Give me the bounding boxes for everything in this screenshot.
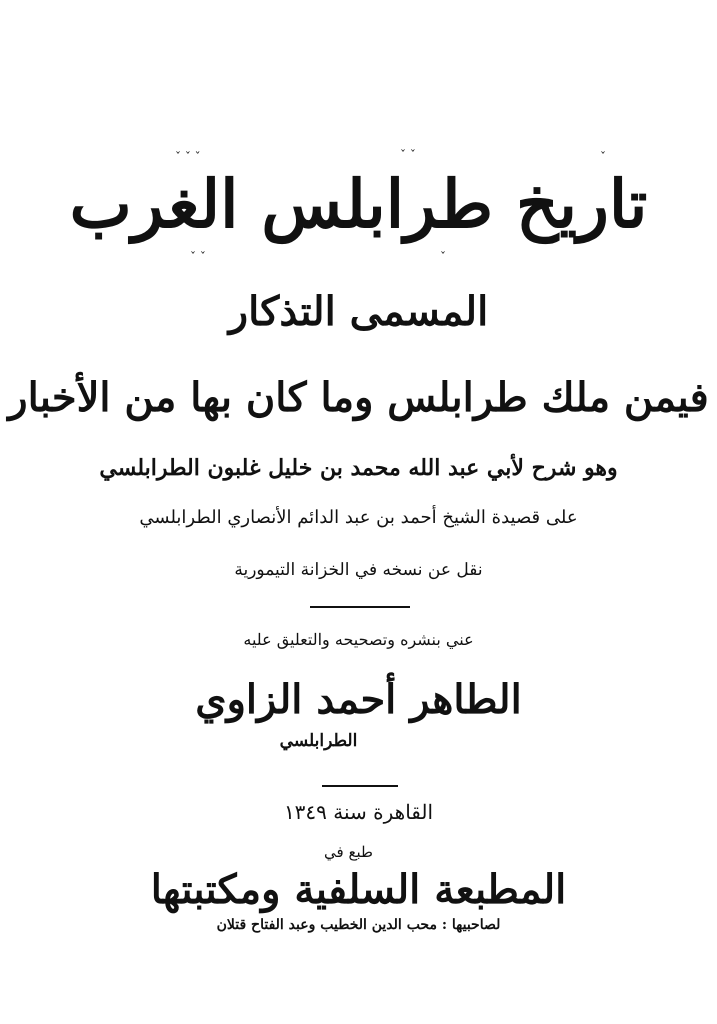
editor-origin: الطرابلسي: [279, 731, 358, 751]
place-year: القاهرة سنة ١٣٤٩: [283, 800, 434, 824]
publisher-address: لصاحبيها : محب الدين الخطيب وعبد الفتاح قتلان: [216, 917, 501, 933]
printed-by: طبع في: [324, 843, 373, 861]
book-description: فيمن ملك طرابلس وما كان بها من الأخبار: [8, 374, 709, 421]
editor-intro: عني بنشره وتصحيحه والتعليق عليه: [243, 630, 474, 649]
ornament-mark: ˇ: [600, 150, 606, 164]
divider: [310, 606, 410, 608]
author-line: وهو شرح لأبي عبد الله محمد بن خليل غلبون الطرابلسي: [99, 455, 618, 481]
ornament-mark: ˇ ˇ: [190, 250, 206, 264]
poem-line: على قصيدة الشيخ أحمد بن عبد الدائم الأنصاري الطرابلسي: [139, 507, 578, 528]
source-line: نقل عن نسخه في الخزانة التيمورية: [234, 560, 483, 580]
book-title: تاريخ طرابلس الغرب: [69, 165, 648, 243]
ornament-mark: ˇ ˇ ˇ: [175, 150, 201, 164]
divider: [322, 785, 398, 787]
book-subtitle: المسمى التذكار: [228, 288, 489, 335]
ornament-mark: ˇ: [440, 250, 446, 264]
publisher-name: المطبعة السلفية ومكتبتها: [150, 866, 567, 913]
ornament-mark: ˇ ˇ: [400, 148, 416, 162]
editor-name: الطاهر أحمد الزاوي: [195, 676, 522, 723]
